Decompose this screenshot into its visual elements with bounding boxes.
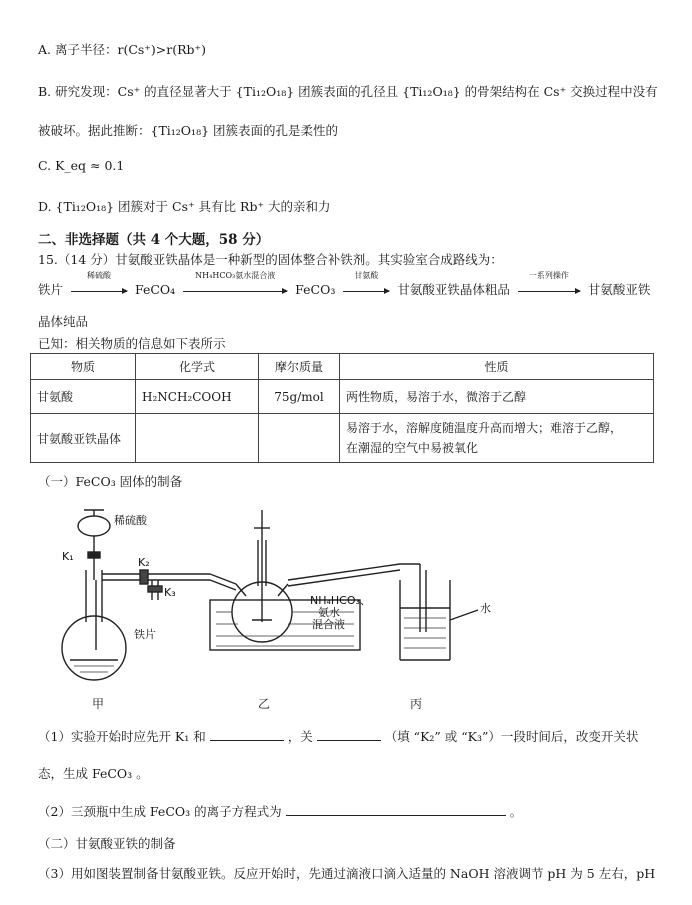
property-text: 易溶于水，溶解度随温度升高而增大；难溶于乙醇， <box>346 421 623 435</box>
route-start: 铁片 <box>38 282 64 297</box>
table-cell-property <box>340 380 654 414</box>
route-product-3: 甘氨酸亚铁晶体粗品 <box>397 282 510 297</box>
funnel-bulb <box>78 516 110 536</box>
option-a: A. 离子半径：r(Cs⁺)>r(Rb⁺) <box>38 42 206 57</box>
table-header: 化学式 <box>136 354 259 380</box>
sub2-end: 。 <box>509 804 523 819</box>
part2-title: （二）甘氨酸亚铁的制备 <box>38 836 176 851</box>
sub1-text-b: ，关 <box>287 729 313 744</box>
sub-question-1 <box>38 727 638 745</box>
synthesis-route <box>38 271 651 298</box>
route-product-1: FeCO₄ <box>134 282 176 297</box>
section-title: 二、非选择题（共 4 个大题，58 分） <box>38 232 270 248</box>
option-c: C. K_eq ≈ 0.1 <box>38 158 125 173</box>
table-header: 性质 <box>340 354 654 380</box>
table-cell-name: 甘氨酸 <box>31 380 136 414</box>
route-arrow-1 <box>71 271 127 298</box>
part1-title: （一）FeCO₃ 固体的制备 <box>38 474 183 489</box>
label-k2: K₂ <box>138 556 150 569</box>
caption-jia: 甲 <box>92 697 105 711</box>
label-mix-1: NH₄HCO₃、 <box>310 594 371 607</box>
label-iron: 铁片 <box>134 628 156 641</box>
label-k1: K₁ <box>62 550 74 563</box>
route-product-4-cont: 晶体纯品 <box>38 314 89 329</box>
table-cell-name: 甘氨酸亚铁晶体 <box>31 414 136 463</box>
substance-table <box>30 353 654 463</box>
table-header: 物质 <box>31 354 136 380</box>
sub-question-3: （3）用如图装置制备甘氨酸亚铁。反应开始时，先通过滴液口滴入适量的 NaOH 溶液调节 pH 为 5 左右，pH <box>38 866 656 881</box>
route-arrow-2-label: NH₄HCO₃氨水混合液 <box>195 271 276 280</box>
label-water: 水 <box>480 602 491 615</box>
caption-yi: 乙 <box>258 697 271 711</box>
table-cell-mass: 75g/mol <box>259 380 340 414</box>
sub1-text-d: 态，生成 FeCO₃ 。 <box>38 766 149 781</box>
sub-question-2 <box>38 802 522 820</box>
table-cell-formula <box>136 414 259 463</box>
table-row <box>31 414 654 463</box>
table-header: 摩尔质量 <box>259 354 340 380</box>
apparatus-figure <box>40 500 640 690</box>
option-b-line1: B. 研究发现：Cs⁺ 的直径显著大于 {Ti₁₂O₁₈} 团簇表面的孔径且 {Ti₁₂O₁₈} 的骨架结构在 Cs⁺ 交换过程中没有 <box>38 84 658 99</box>
known-info: 已知：相关物质的信息如下表所示 <box>38 336 226 351</box>
table-cell-property <box>340 414 654 463</box>
route-arrow-3 <box>343 271 389 298</box>
sub1-text-c: （填 “K₂” 或 “K₃”）一段时间后，改变开关状 <box>384 729 639 744</box>
route-arrow-1-label: 稀硫酸 <box>87 271 111 280</box>
table-header-row <box>31 354 654 380</box>
label-k3: K₃ <box>164 586 176 599</box>
route-product-2: FeCO₃ <box>295 282 336 297</box>
sub1-text-a: （1）实验开始时应先开 K₁ 和 <box>38 729 206 744</box>
flask-body <box>62 616 126 680</box>
option-b-line2: 被破坏。据此推断：{Ti₁₂O₁₈} 团簇表面的孔是柔性的 <box>38 123 339 138</box>
label-acid: 稀硫酸 <box>114 514 147 527</box>
table-row <box>31 380 654 414</box>
route-arrow-2 <box>183 271 287 298</box>
answer-blank-2[interactable] <box>317 728 381 741</box>
sub2-text: （2）三颈瓶中生成 FeCO₃ 的离子方程式为 <box>38 804 282 819</box>
caption-bing: 丙 <box>410 697 423 711</box>
q15-intro: 15.（14 分）甘氨酸亚铁晶体是一种新型的固体整合补铁剂。其实验室合成路线为： <box>38 252 503 267</box>
route-arrow-4 <box>518 271 580 298</box>
label-mix-3: 混合液 <box>312 618 345 631</box>
table-cell-formula: H₂NCH₂COOH <box>136 380 259 414</box>
table-cell-mass <box>259 414 340 463</box>
route-product-4: 甘氨酸亚铁 <box>587 282 651 297</box>
property-text: 在潮湿的空气中易被氧化 <box>346 441 479 455</box>
route-arrow-4-label: 一系列操作 <box>528 271 569 280</box>
answer-blank-1[interactable] <box>210 728 284 741</box>
label-mix-2: 氨水 <box>318 606 340 619</box>
property-text: 两性物质，易溶于水，微溶于乙醇 <box>346 390 527 404</box>
option-d: D. {Ti₁₂O₁₈} 团簇对于 Cs⁺ 具有比 Rb⁺ 大的亲和力 <box>38 199 331 214</box>
route-arrow-3-label: 甘氨酸 <box>354 271 379 280</box>
answer-blank-3[interactable] <box>286 803 506 816</box>
